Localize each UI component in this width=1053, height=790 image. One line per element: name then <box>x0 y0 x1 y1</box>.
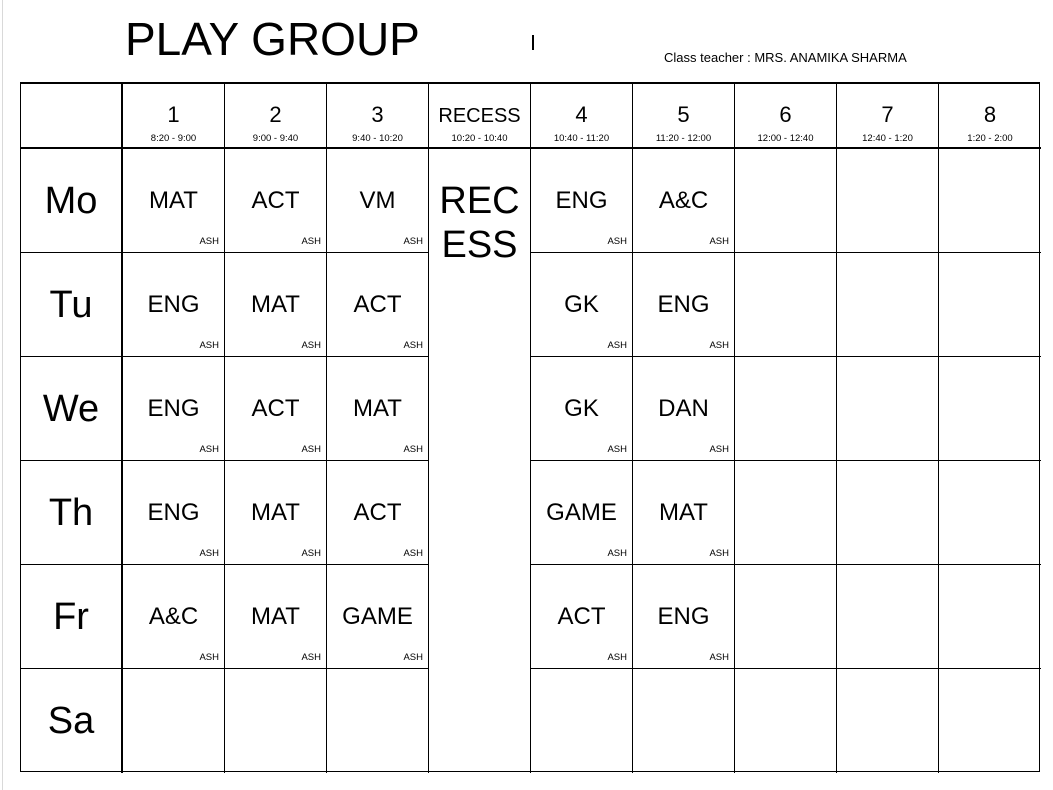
teacher-code: ASH <box>199 652 219 663</box>
period-header-1 <box>123 84 225 149</box>
period-header-4 <box>429 84 531 149</box>
teacher-code: ASH <box>403 652 423 663</box>
period-time: 10:40 - 11:20 <box>553 133 610 144</box>
subject-label: GAME <box>546 499 617 526</box>
teacher-code: ASH <box>301 340 321 351</box>
class-teacher-label: Class teacher : MRS. ANAMIKA SHARMA <box>664 50 907 65</box>
subject-label: GK <box>564 291 599 318</box>
day-cell-mo <box>21 149 123 253</box>
period-label: 3 <box>371 102 384 127</box>
recess-block-line2: ESS <box>441 224 518 266</box>
subject-label: MAT <box>659 499 708 526</box>
day-cell-we <box>21 357 123 461</box>
timetable-cell <box>327 357 429 461</box>
day-label: Tu <box>49 284 93 326</box>
timetable-cell <box>123 565 225 669</box>
teacher-code: ASH <box>607 548 627 559</box>
timetable-cell <box>123 357 225 461</box>
timetable-cell <box>225 565 327 669</box>
timetable-cell <box>735 253 837 357</box>
period-header-6 <box>633 84 735 149</box>
timetable-cell <box>633 357 735 461</box>
subject-label: DAN <box>658 395 709 422</box>
timetable-cell <box>837 461 939 565</box>
day-cell-fr <box>21 565 123 669</box>
period-time: 9:40 - 10:20 <box>352 133 403 144</box>
period-time: 12:40 - 1:20 <box>862 133 913 144</box>
teacher-code: ASH <box>301 548 321 559</box>
timetable-cell <box>225 669 327 773</box>
recess-block-label <box>429 179 530 267</box>
subject-label: ENG <box>555 187 608 214</box>
period-time: 9:00 - 9:40 <box>252 133 299 144</box>
teacher-code: ASH <box>607 652 627 663</box>
timetable-cell <box>735 149 837 253</box>
timetable-cell <box>837 253 939 357</box>
period-label: 2 <box>269 102 282 127</box>
day-cell-th <box>21 461 123 565</box>
period-time: 8:20 - 9:00 <box>150 133 197 144</box>
timetable-cell <box>327 565 429 669</box>
timetable-cell <box>225 357 327 461</box>
period-label: 1 <box>167 102 180 127</box>
subject-label: A&C <box>148 603 199 630</box>
period-time: 12:00 - 12:40 <box>757 133 814 144</box>
teacher-code: ASH <box>301 444 321 455</box>
subject-label: ENG <box>657 291 710 318</box>
subject-label: ACT <box>251 395 300 422</box>
subject-label: MAT <box>353 395 402 422</box>
timetable-cell <box>531 357 633 461</box>
teacher-code: ASH <box>403 340 423 351</box>
teacher-code: ASH <box>607 444 627 455</box>
period-header-5 <box>531 84 633 149</box>
timetable-cell <box>531 253 633 357</box>
timetable-cell <box>225 149 327 253</box>
day-label: Mo <box>44 180 98 222</box>
period-header-7 <box>735 84 837 149</box>
subject-label: MAT <box>251 603 300 630</box>
subject-label: MAT <box>251 499 300 526</box>
timetable-grid <box>20 82 1040 772</box>
period-label: 5 <box>677 102 690 127</box>
day-cell-tu <box>21 253 123 357</box>
timetable-cell <box>837 357 939 461</box>
timetable-cell <box>327 461 429 565</box>
period-label: 8 <box>983 102 997 127</box>
timetable-cell <box>735 357 837 461</box>
timetable-cell <box>939 357 1041 461</box>
subject-label: ENG <box>147 499 200 526</box>
timetable-cell <box>327 149 429 253</box>
timetable-cell <box>123 461 225 565</box>
timetable-cell <box>633 461 735 565</box>
teacher-code: ASH <box>607 340 627 351</box>
page-left-edge <box>2 0 3 790</box>
subject-label: ACT <box>353 291 402 318</box>
subject-label: VM <box>359 187 396 214</box>
period-time: 11:20 - 12:00 <box>655 133 712 144</box>
timetable-cell <box>939 565 1041 669</box>
header-corner-cell <box>21 84 123 149</box>
teacher-code: ASH <box>709 652 729 663</box>
recess-block-line1: REC <box>439 180 520 222</box>
timetable-cell <box>633 669 735 773</box>
period-header-8 <box>837 84 939 149</box>
day-label: Th <box>48 492 94 534</box>
subject-label: A&C <box>658 187 709 214</box>
teacher-code: ASH <box>709 548 729 559</box>
day-label: Fr <box>53 596 89 638</box>
timetable-cell <box>225 253 327 357</box>
timetable-cell <box>735 565 837 669</box>
subject-label: GK <box>564 395 599 422</box>
timetable-cell <box>837 149 939 253</box>
timetable-cell <box>327 669 429 773</box>
period-label: 7 <box>881 102 894 127</box>
period-label: 6 <box>779 102 792 127</box>
teacher-code: ASH <box>709 236 729 247</box>
text-cursor-mark <box>532 35 534 50</box>
period-header-2 <box>225 84 327 149</box>
teacher-code: ASH <box>199 340 219 351</box>
teacher-code: ASH <box>199 236 219 247</box>
timetable-cell <box>837 565 939 669</box>
timetable-cell <box>531 461 633 565</box>
timetable-cell <box>327 253 429 357</box>
subject-label: ACT <box>557 603 606 630</box>
period-label: RECESS <box>438 105 521 127</box>
timetable-cell <box>531 669 633 773</box>
recess-column <box>429 149 531 773</box>
period-time: 10:20 - 10:40 <box>451 133 508 144</box>
teacher-code: ASH <box>301 652 321 663</box>
teacher-code: ASH <box>403 444 423 455</box>
teacher-code: ASH <box>709 340 729 351</box>
day-label: We <box>42 388 100 430</box>
teacher-code: ASH <box>199 444 219 455</box>
period-header-9 <box>939 84 1041 149</box>
teacher-code: ASH <box>607 236 627 247</box>
period-time: 1:20 - 2:00 <box>967 133 1013 144</box>
subject-label: GAME <box>342 603 413 630</box>
period-header-3 <box>327 84 429 149</box>
timetable-cell <box>225 461 327 565</box>
subject-label: ENG <box>657 603 710 630</box>
subject-label: MAT <box>149 187 198 214</box>
teacher-code: ASH <box>403 236 423 247</box>
subject-label: MAT <box>251 291 300 318</box>
timetable-cell <box>939 253 1041 357</box>
period-label: 4 <box>575 102 588 127</box>
timetable-cell <box>735 461 837 565</box>
timetable-cell <box>939 669 1041 773</box>
day-cell-sa <box>21 669 123 773</box>
subject-label: ACT <box>353 499 402 526</box>
timetable-cell <box>939 461 1041 565</box>
page-title: PLAY GROUP <box>125 13 420 65</box>
timetable-cell <box>939 149 1041 253</box>
teacher-code: ASH <box>301 236 321 247</box>
timetable-cell <box>531 149 633 253</box>
teacher-code: ASH <box>403 548 423 559</box>
timetable-cell <box>633 253 735 357</box>
timetable-cell <box>123 149 225 253</box>
subject-label: ENG <box>147 291 200 318</box>
day-label: Sa <box>47 700 95 742</box>
timetable-cell <box>123 253 225 357</box>
teacher-code: ASH <box>199 548 219 559</box>
timetable-cell <box>837 669 939 773</box>
timetable-cell <box>633 149 735 253</box>
subject-label: ACT <box>251 187 300 214</box>
timetable-cell <box>123 669 225 773</box>
timetable-cell <box>633 565 735 669</box>
timetable-cell <box>531 565 633 669</box>
teacher-code: ASH <box>709 444 729 455</box>
timetable-cell <box>735 669 837 773</box>
subject-label: ENG <box>147 395 200 422</box>
